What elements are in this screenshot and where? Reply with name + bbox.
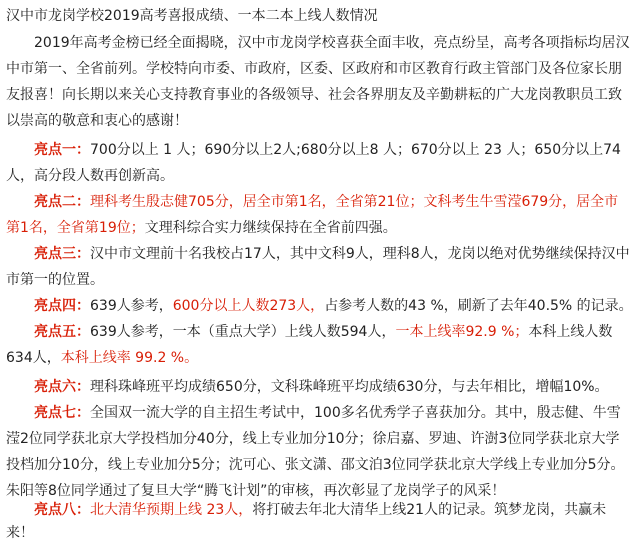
highlight-5-line-1: 亮点五：639人参考，一本（重点大学）上线人数594人，一本上线率92.9 %；本科上线人数 xyxy=(34,324,613,340)
article-title: 汉中市龙岗学校2019高考喜报成绩、一本二本上线人数情况 xyxy=(6,8,378,24)
highlight-5-line-2: 634人，本科上线率 99.2 %。 xyxy=(6,350,199,366)
highlight-6-line-1: 亮点六：理科珠峰班平均成绩650分，文科珠峰班平均成绩630分，与去年相比，增幅10%。 xyxy=(34,379,609,395)
highlight-3-line-1: 亮点三：汉中市文理前十名我校占17人，其中文科9人，理科8人，龙岗以绝对优势继续保持汉中 xyxy=(34,246,630,262)
highlight-7-label: 亮点七： xyxy=(34,405,90,421)
highlight-1-line-1: 亮点一：700分以上 1 人；690分以上2人;680分以上8 人；670分以上 23 人；650分以上74 xyxy=(34,142,621,158)
highlight-6-label: 亮点六： xyxy=(34,379,90,395)
highlight-7-line-4: 朱阳等8位同学通过了复旦大学“腾飞计划”的审核，再次彰显了龙岗学子的风采！ xyxy=(6,483,506,499)
highlight-7-line-3: 投档加分10分，线上专业加分5分；沈可心、张文潇、邵文泊3位同学获北京大学线上专业加分5分。 xyxy=(6,457,625,473)
highlight-3-line-2: 市第一的位置。 xyxy=(6,272,104,288)
highlight-3-label: 亮点三： xyxy=(34,246,90,262)
highlight-1-line-2: 人，高分段人数再创新高。 xyxy=(6,168,174,184)
highlight-8-label: 亮点八： xyxy=(34,502,90,518)
highlight-5-label: 亮点五： xyxy=(34,324,90,340)
intro-line-2: 中市第一、全省前列。学校特向市委、市政府，区委、区政府和市区教育行政主管部门及各位家长朋 xyxy=(6,61,622,77)
highlight-4-label: 亮点四： xyxy=(34,298,90,314)
highlight-1-label: 亮点一： xyxy=(34,142,90,158)
highlight-8-line-1: 亮点八：北大清华预期上线 23人，将打破去年北大清华上线21人的记录。筑梦龙岗，共赢未 xyxy=(34,502,607,518)
highlight-2-label: 亮点二： xyxy=(34,194,90,210)
highlight-2-line-1: 亮点二：理科考生殷志健705分，居全市第1名，全省第21位；文科考生牛雪滢679分，居全市 xyxy=(34,194,619,210)
intro-line-1: 2019年高考金榜已经全面揭晓，汉中市龙岗学校喜获全面丰收，亮点纷呈，高考各项指标均居汉 xyxy=(34,35,630,51)
highlight-7-line-2: 滢2位同学获北京大学投档加分40分，线上专业加分10分；徐启嘉、罗迪、许澍3位同学获北京大学 xyxy=(6,431,620,447)
highlight-7-line-1: 亮点七：全国双一流大学的自主招生考试中，100多名优秀学子喜获加分。其中，殷志健、牛雪 xyxy=(34,405,621,421)
intro-line-3: 友报喜！向长期以来关心支持教育事业的各级领导、社会各界朋友及辛勤耕耘的广大龙岗教职员工致 xyxy=(6,87,622,103)
highlight-8-line-2: 来！ xyxy=(6,525,34,541)
intro-line-4: 以崇高的敬意和衷心的感谢！ xyxy=(6,113,188,129)
highlight-4-line-1: 亮点四：639人参考，600分以上人数273人，占参考人数的43 %，刷新了去年40.5% 的记录。 xyxy=(34,298,633,314)
highlight-2-line-2: 第1名，全省第19位；文理科综合实力继续保持在全省前四强。 xyxy=(6,220,397,236)
